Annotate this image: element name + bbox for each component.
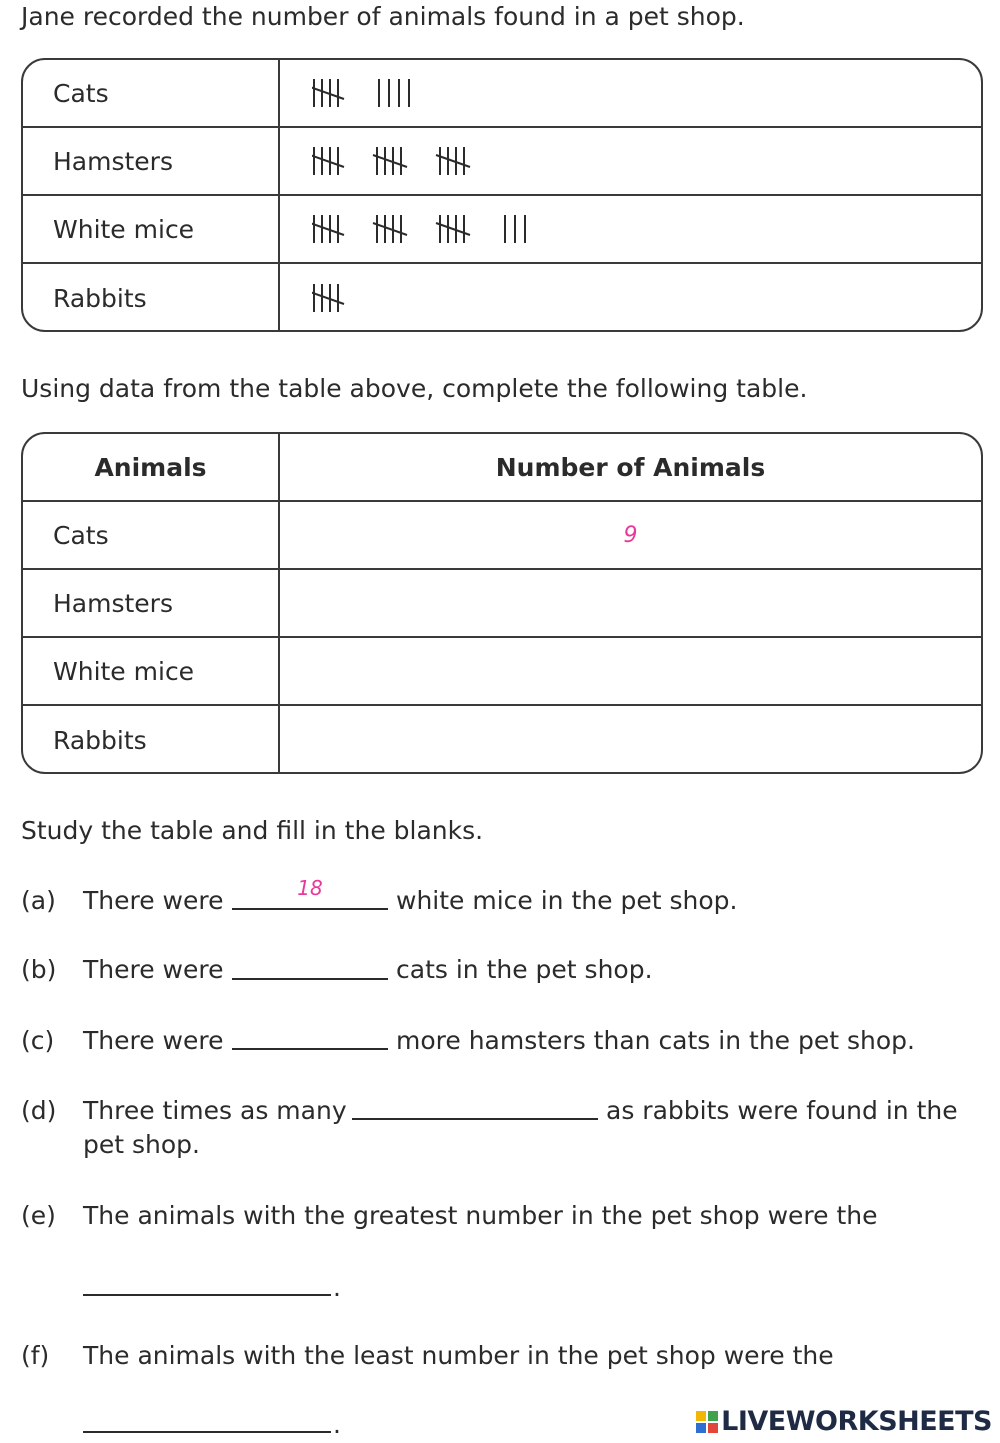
count-answer-input[interactable] [280, 706, 981, 774]
tally-cross-stroke [312, 87, 344, 99]
count-row [23, 502, 981, 570]
count-animal-label: Hamsters [23, 570, 280, 636]
tally-marks [312, 141, 712, 181]
tally-marks [312, 278, 712, 318]
header-number: Number of Animals [495, 452, 766, 482]
question-f-label: (f) [21, 1341, 50, 1370]
question-c-pre: There were [83, 1026, 224, 1055]
question-c-post: more hamsters than cats in the pet shop. [396, 1026, 915, 1055]
period-f: . [333, 1410, 341, 1439]
question-e-label: (e) [21, 1201, 56, 1230]
liveworksheets-logo [695, 1406, 992, 1437]
count-answer-input[interactable] [280, 570, 981, 636]
intro-text: Jane recorded the number of animals found in a pet shop. [21, 2, 745, 31]
count-animal-label: Cats [23, 502, 280, 568]
instruction-complete-table: Using data from the table above, complete the following table. [21, 374, 808, 403]
question-d-label: (d) [21, 1096, 57, 1125]
count-table-header [23, 434, 981, 502]
blank-a-answer: 18 [297, 876, 323, 900]
question-a-post: white mice in the pet shop. [396, 886, 738, 915]
logo-icon [695, 1410, 719, 1434]
blank-f[interactable] [83, 1431, 331, 1433]
count-answer-input[interactable] [280, 502, 981, 568]
blank-e[interactable] [83, 1294, 331, 1296]
question-a-pre: There were [83, 886, 224, 915]
tally-cross-stroke [312, 292, 344, 304]
tally-animal-label: Rabbits [23, 264, 280, 332]
count-answer-input[interactable] [280, 638, 981, 704]
tally-animal-label: Cats [23, 60, 280, 126]
question-a-label: (a) [21, 886, 56, 915]
count-row [23, 638, 981, 706]
header-animals: Animals [23, 434, 280, 500]
count-row [23, 570, 981, 638]
tally-row [23, 60, 981, 128]
question-d-pre: Three times as many [83, 1096, 347, 1125]
count-table [21, 432, 983, 774]
period-e: . [333, 1273, 341, 1302]
blank-b[interactable] [232, 978, 388, 980]
question-d-post: as rabbits were found in the [606, 1096, 958, 1125]
question-b-pre: There were [83, 955, 224, 984]
tally-marks [312, 209, 712, 249]
tally-row [23, 128, 981, 196]
tally-animal-label: White mice [23, 196, 280, 262]
question-b-post: cats in the pet shop. [396, 955, 653, 984]
tally-table [21, 58, 983, 332]
blank-c[interactable] [232, 1048, 388, 1050]
logo-text: LIVEWORKSHEETS [721, 1406, 992, 1437]
instruction-fill-blanks: Study the table and fill in the blanks. [21, 816, 484, 845]
tally-row [23, 264, 981, 332]
question-e-text: The animals with the greatest number in the pet shop were the [83, 1201, 878, 1230]
count-animal-label: White mice [23, 638, 280, 704]
question-c-label: (c) [21, 1026, 55, 1055]
tally-marks [312, 73, 712, 113]
blank-a[interactable] [232, 908, 388, 910]
tally-animal-label: Hamsters [23, 128, 280, 194]
count-row [23, 706, 981, 774]
count-animal-label: Rabbits [23, 706, 280, 774]
count-answer-value: 9 [623, 522, 638, 548]
question-d-post-cont: pet shop. [83, 1130, 200, 1159]
tally-cross-stroke [312, 223, 344, 235]
tally-cross-stroke [312, 155, 344, 167]
blank-d[interactable] [352, 1118, 598, 1120]
question-f-text: The animals with the least number in the pet shop were the [83, 1341, 834, 1370]
tally-row [23, 196, 981, 264]
question-b-label: (b) [21, 955, 57, 984]
